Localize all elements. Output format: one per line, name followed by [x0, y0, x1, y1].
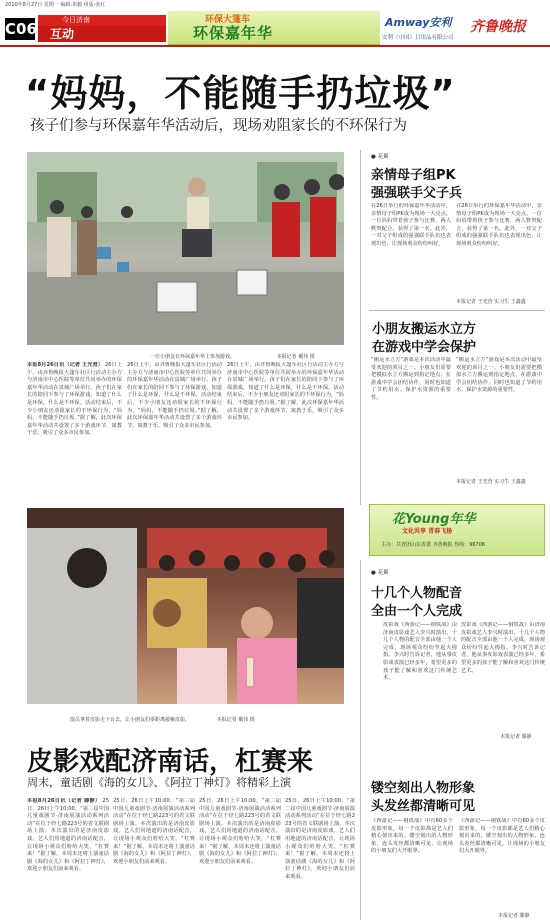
story1-byline: 本报记者 王光营 实习生 王鑫鑫: [456, 299, 526, 305]
story4-body: 《西游记——钢铁战》中有60多个皮影形象，每一个皮影都是艺人们精心刻出来的。镂空刻出的人物形象，连头发丝都清晰可见，让现场的小朋友们大开眼界。: [371, 818, 453, 855]
bottom-headline: 皮影戏配济南话，杠赛来: [27, 747, 314, 777]
story1-kicker: ● 花絮: [371, 154, 389, 160]
page-code: C06: [5, 20, 37, 38]
story2-headline-2: 在游戏中学会保护: [372, 340, 477, 355]
main-story-text-col3: 26日上午，由齐鲁晚报大篷车社区行活动主办方与济南市中心医院等单位共同举办的环保嘉年华活动在泉城广场举行。孩子们在家长的陪同下参与了环保游戏，知道了什么是环保，什么是不环保。活动结束后，不少小朋友还劝阻家长的不环保行为，“妈妈，不能随手扔垃圾。”据了解，此次环保嘉年华活动共设置了多个游戏环节，寓教于乐，吸引了众多市民参加。: [227, 362, 344, 422]
bottom-story-byline: 本报8月26日讯（记者 滕静）: [27, 798, 101, 804]
story4-headline-2: 头发丝都清晰可见: [371, 799, 476, 814]
main-subheadline: 孩子们参与环保嘉年华活动后，现场劝阻家长的不环保行为: [30, 118, 407, 134]
bottom-story-body-col2: 25日、26日上午10:00，“第二届中国儿童戏剧节·济南展演活动系列活动”在位于经七路223号的省文联剧场上演。本次演出的是济南皮影戏，艺人们用地道的济南话配音，让现场小观众们哈哈大笑，“杠赛来！”据了解，本周末还将上演童话剧《海的女儿》和《阿拉丁神灯》，欢迎小朋友们前来观看。: [113, 798, 195, 865]
bottom-story-body: [27, 798, 109, 918]
column-divider-lower: [360, 560, 361, 920]
story4-byline: 本报记者 滕静: [498, 913, 530, 919]
story3-headline-1: 十几个人物配音: [371, 586, 463, 601]
story-divider: [369, 310, 545, 311]
bottom-story-body-col4: 25日、26日上午10:00，“第二届中国儿童戏剧节·济南展演活动系列活动”在位于经七路223号的省文联剧场上演。本次演出的是济南皮影戏，艺人们用地道的济南话配音，让现场小观众们哈哈大笑，“杠赛来！”据了解，本周末还将上演童话剧《海的女儿》和《阿拉丁神灯》，欢迎小朋友们前来观看。: [285, 798, 355, 880]
main-story-body-col2: [127, 362, 222, 500]
ad-brand: 花Young年华: [392, 512, 476, 527]
story1-body: 在26日举行的环保嘉年华活动中，亲情母子组PK成为现场一大亮点。一位妈妈带着孩子参与比赛，两人默契配合，获得了第一名。此外，一对父子组成的强强联手队伍也表现出色，让现场观众纷纷叫好。: [371, 203, 451, 247]
main-story-text: 26日上午，由齐鲁晚报大篷车社区行活动主办方与济南市中心医院等单位共同举办的环保嘉年华活动在泉城广场举行。孩子们在家长的陪同下参与了环保游戏，知道了什么是环保，什么是不环保。活动结束后，不少小朋友还劝阻家长的不环保行为，“妈妈，不能随手扔垃圾。”据了解，此次环保嘉年华活动共设置了多个游戏环节，寓教于乐，吸引了众多市民参加。: [27, 362, 122, 437]
story2-body-col2: “搬运水立方”游戏是本次活动中最受欢迎的项目之一。小朋友们需要把模拟水立方搬运到指定地点，在游戏中学会团结协作，同时也知道了节约用水、保护水资源的重要性。: [456, 357, 542, 394]
photo-kids-game: [27, 152, 344, 345]
ad-slogan: 文化共享 青春飞扬: [402, 528, 453, 535]
bottom-story-body-col3: 25日、26日上午10:00，“第二届中国儿童戏剧节·济南展演活动系列活动”在位于经七路223号的省文联剧场上演。本次演出的是济南皮影戏，艺人们用地道的济南话配音，让现场小观众们哈哈大笑，“杠赛来！”据了解，本周末还将上演童话剧《海的女儿》和《阿拉丁神灯》，欢迎小朋友们前来观看。: [199, 798, 281, 865]
story1-kicker-text: 花絮: [377, 154, 389, 160]
main-story-body: [27, 362, 122, 500]
event-title: 环保嘉年华: [193, 24, 274, 42]
story1-headline-1: 亲情母子组PK: [371, 168, 456, 183]
bottom-story-text: 25日、26日上午10:00，“第二届中国儿童戏剧节·济南展演活动系列活动”在位于经七路223号的省文联剧场上演。本次演出的是济南皮影戏，艺人们用地道的济南话配音，让现场小观众们哈哈大笑，“杠赛来！”据了解，本周末还将上演童话剧《海的女儿》和《阿拉丁神灯》，欢迎小朋友们前来观看。: [27, 798, 109, 873]
section-bar: [38, 15, 166, 26]
story3-kicker: ● 花絮: [371, 570, 389, 576]
ad-host-info: 主办：共青团山东省委 齐鲁晚报 热线：96706: [381, 542, 486, 548]
issue-date: 2010年8月27日 星期一 编辑:单毅 组版:张红: [5, 2, 106, 8]
story1-headline-2: 强强联手父子兵: [371, 186, 463, 201]
story3-headline-2: 全由一个人完成: [371, 604, 463, 619]
story4-headline-1: 镂空刻出人物形象: [371, 781, 476, 796]
main-story-body-col3: [227, 362, 344, 500]
event-small-title: 环保大篷车: [205, 15, 251, 25]
story2-byline: 本报记者 王光营 实习生 王鑫鑫: [456, 479, 526, 485]
section-label: 今日济南: [62, 16, 90, 24]
photo1-caption-text: 一位小朋友在环保嘉年华上参加游戏。: [150, 354, 236, 360]
bottom-subheadline: 周末，童话剧《海的女儿》、《阿拉丁神灯》将精彩上演: [27, 776, 291, 789]
story3-body: 皮影戏《西游记——钢铁战》由济南皮影戏艺人李兴时演出，十几个人物的配音全部由他一个人完成，现场观众纷纷竖起大拇指。李兴时告诉记者，他从事皮影戏表演已经多年，希望更多的孩子能了解和喜欢这门传统艺术。: [383, 622, 457, 682]
photo1-caption: [150, 353, 315, 360]
photo-shadow-puppet: [27, 508, 344, 704]
story3-byline: 本报记者 滕静: [500, 734, 532, 740]
story1-body-col2: 在26日举行的环保嘉年华活动中，亲情母子组PK成为现场一大亮点。一位妈妈带着孩子参与比赛，两人默契配合，获得了第一名。此外，一对父子组成的强强联手队伍也表现出色，让现场观众纷纷叫好。: [456, 203, 542, 247]
main-headline: “妈妈，不能随手扔垃圾”: [25, 72, 456, 115]
photo2-caption-text: 演员拿着皮影走下台去，让小朋友们零距离接触皮影。: [70, 717, 191, 723]
story4-body-col2: 《西游记——钢铁战》中有60多个皮影形象，每一个皮影都是艺人们精心刻出来的。镂空刻出的人物形象，连头发丝都清晰可见，让现场的小朋友们大开眼界。: [459, 818, 545, 855]
story2-body: “搬运水立方”游戏是本次活动中最受欢迎的项目之一。小朋友们需要把模拟水立方搬运到指定地点，在游戏中学会团结协作，同时也知道了节约用水、保护水资源的重要性。: [371, 357, 451, 401]
photo1-credit: 本报记者 戴伟 摄: [276, 354, 315, 360]
sponsor-subtitle: 安利（中国）日用品有限公司: [382, 35, 454, 41]
story3-kicker-text: 花絮: [377, 570, 389, 576]
newspaper-name: 齐鲁晚报: [470, 19, 526, 35]
story2-headline-1: 小朋友搬运水立方: [372, 322, 477, 337]
photo2-credit: 本报记者 戴伟 摄: [216, 717, 255, 723]
sponsor-name: Amway安利: [385, 16, 452, 29]
header-rule: [0, 45, 550, 47]
main-story-text-col2: 26日上午，由齐鲁晚报大篷车社区行活动主办方与济南市中心医院等单位共同举办的环保嘉年华活动在泉城广场举行。孩子们在家长的陪同下参与了环保游戏，知道了什么是环保，什么是不环保。活动结束后，不少小朋友还劝阻家长的不环保行为，“妈妈，不能随手扔垃圾。”据了解，此次环保嘉年华活动共设置了多个游戏环节，寓教于乐，吸引了众多市民参加。: [127, 362, 222, 429]
story3-body-col2: 皮影戏《西游记——钢铁战》由济南皮影戏艺人李兴时演出，十几个人物的配音全部由他一个人完成，现场观众纷纷竖起大拇指。李兴时告诉记者，他从事皮影戏表演已经多年，希望更多的孩子能了解和喜欢这门传统艺术。: [461, 622, 545, 674]
photo2-caption: [70, 716, 255, 723]
main-story-byline: 本报8月26日讯（记者 王光营）: [27, 362, 104, 368]
section-name: 互动: [38, 26, 166, 42]
column-divider: [360, 150, 361, 505]
